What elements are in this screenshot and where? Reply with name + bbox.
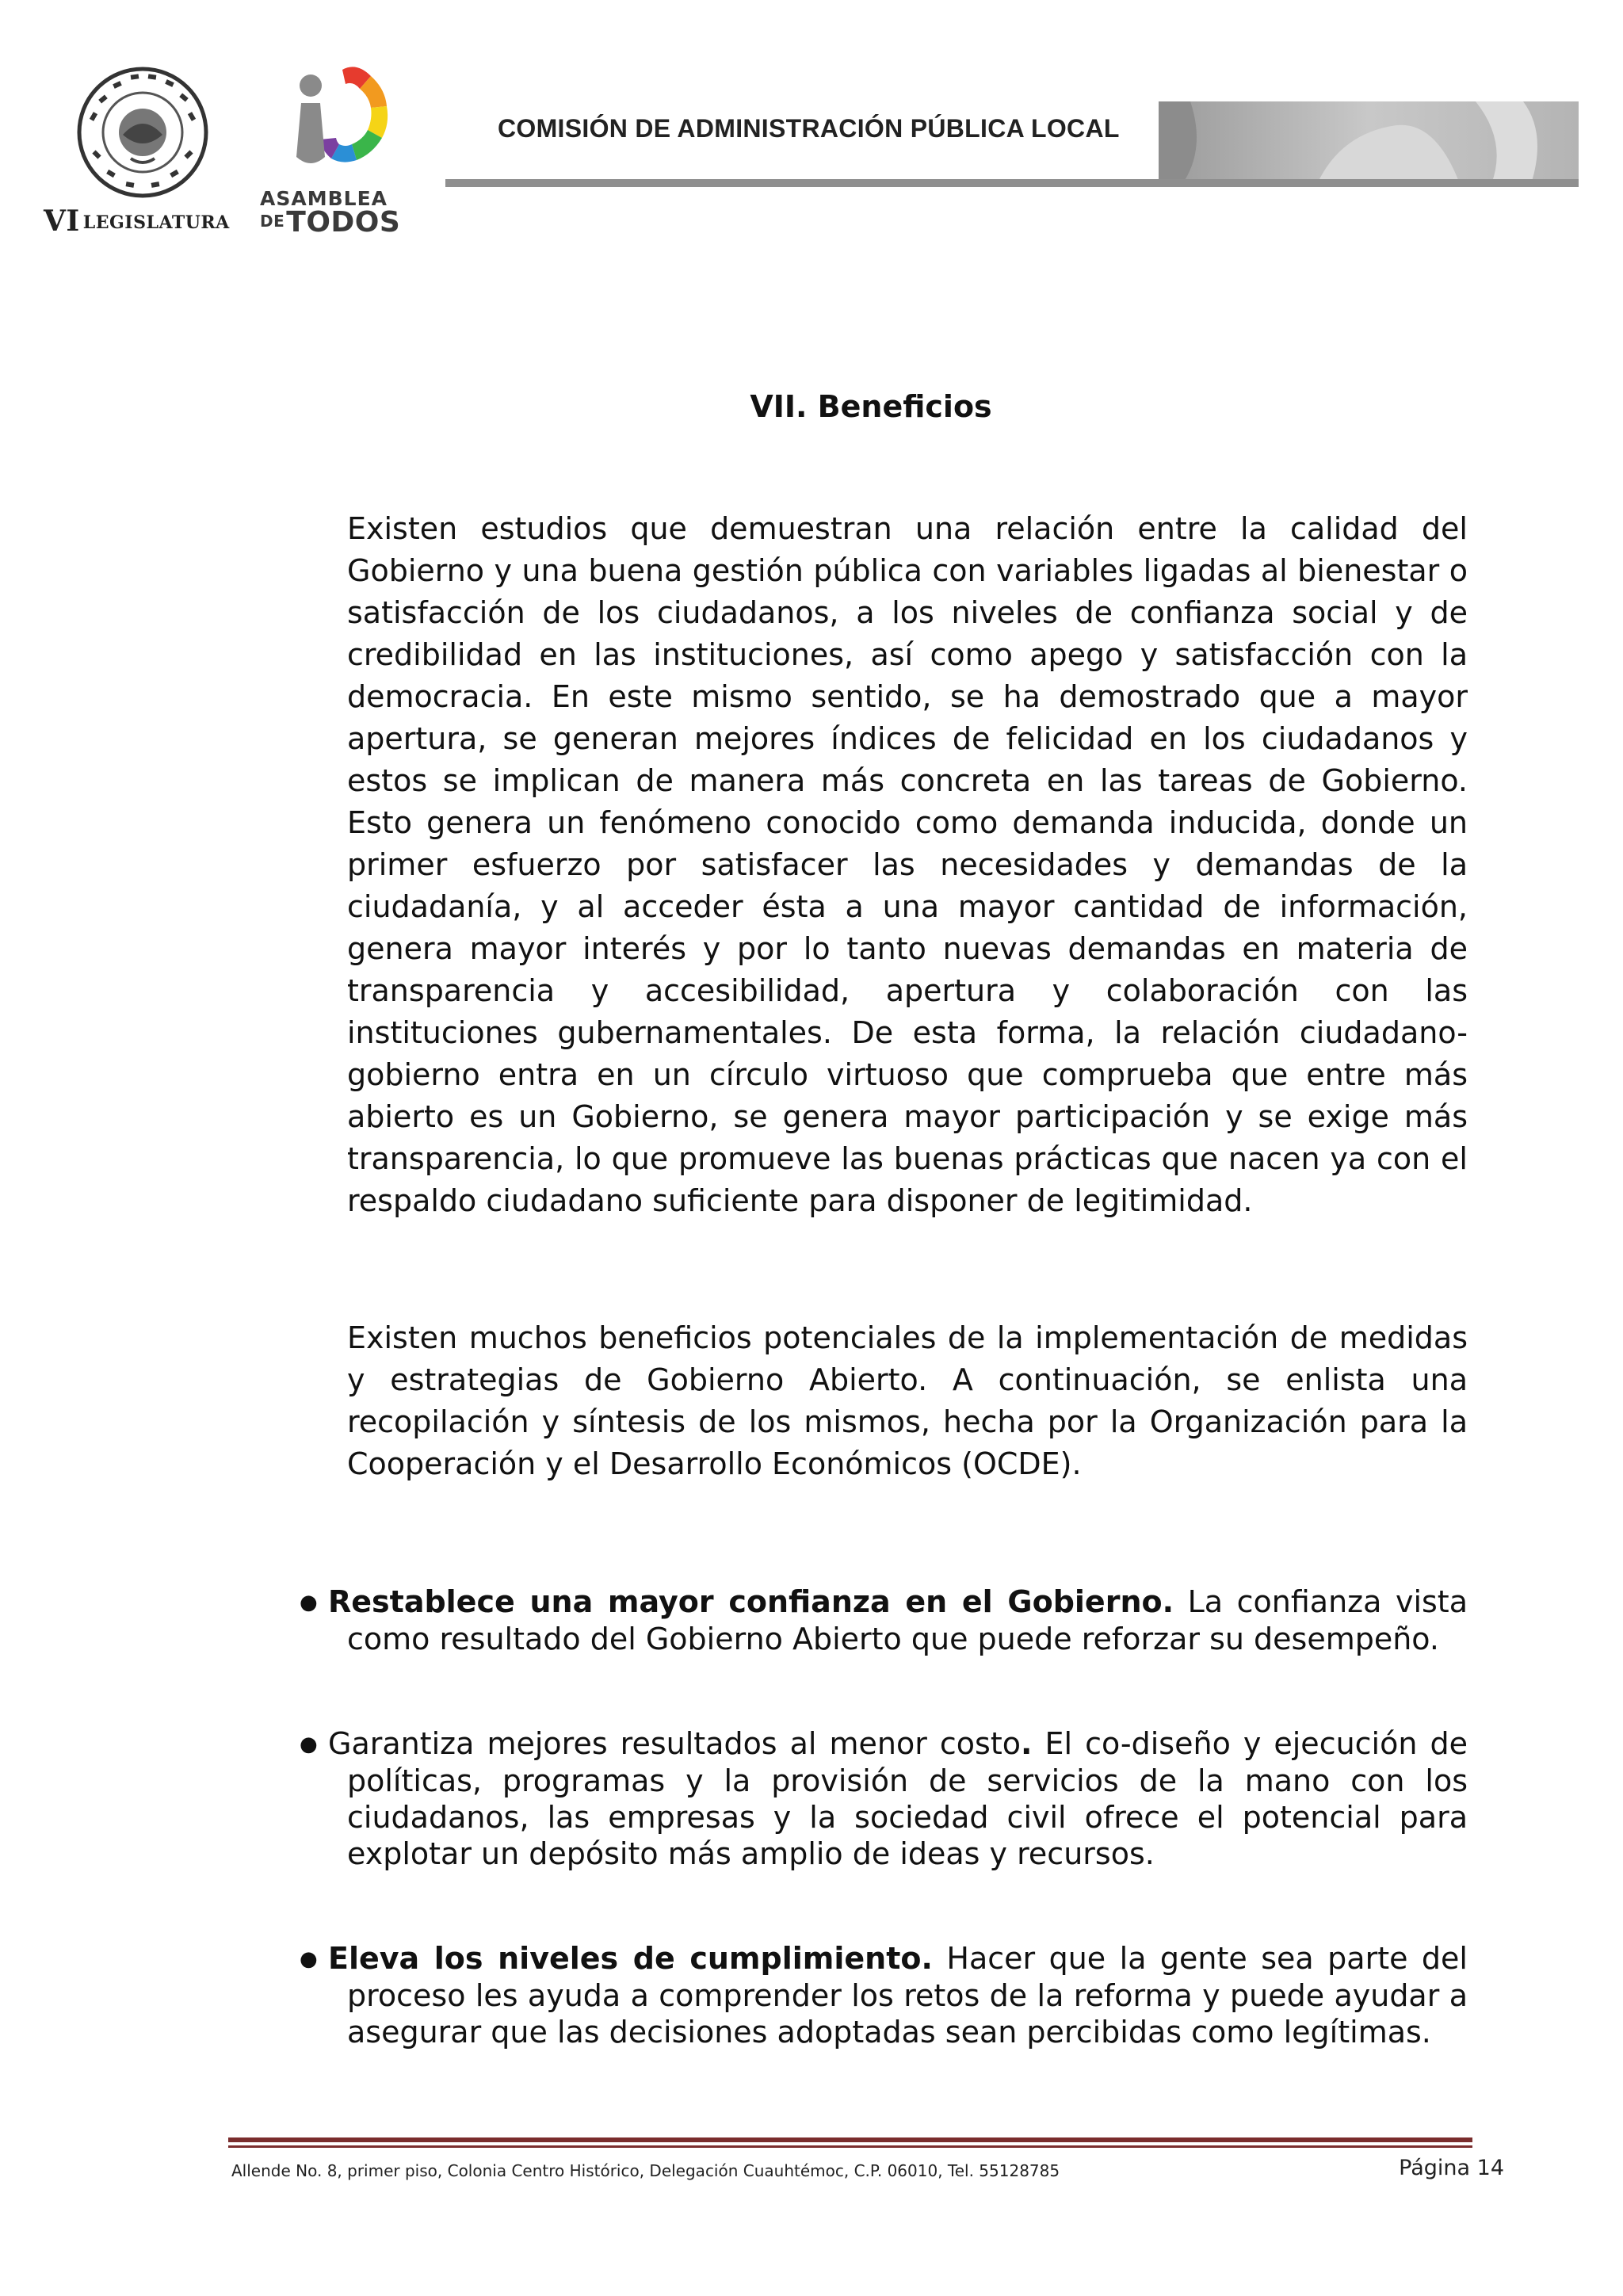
- body-paragraph: Existen estudios que demuestran una relación entre la calidad del Gobierno y una buena gestión pública con variables ligadas al bienestar o satisfacción de los ciudadanos, a los niveles de confianza social y de credibilidad en las instituciones, así como apego y satisfacción con la democracia. En este mismo sentido, se ha demostrado que a mayor apertura, se generan mejores índices de felicidad en los ciudadanos y estos se implican de manera más concreta en las tareas de Gobierno. Esto genera un fenómeno conocido como demanda inducida, donde un primer esfuerzo por satisfacer las necesidades y demandas de la ciudadanía, y al acceder ésta a una mayor cantidad de información, genera mayor interés y por lo tanto nuevas demandas en materia de transparencia y accesibilidad, apertura y colaboración con las instituciones gubernamentales. De esta forma, la relación ciudadano-gobierno entra en un círculo virtuoso que comprueba que entre más abierto es un Gobierno, se genera mayor participación y se exige más transparencia, lo que promueve las buenas prácticas que nacen ya con el respaldo ciudadano suficiente para disponer de legitimidad.: [347, 511, 1468, 1218]
- benefit-lead: Eleva los niveles de cumplimiento.: [328, 1941, 933, 1976]
- benefit-list-item: [300, 1940, 1468, 2050]
- bullet-marker: ●: [300, 1591, 318, 1614]
- legislature-numeral: VI: [44, 204, 80, 238]
- benefit-list-item: [300, 1725, 1468, 1872]
- benefit-lead: Garantiza mejores resultados al menor costo: [328, 1726, 1021, 1761]
- footer-address: Allende No. 8, primer piso, Colonia Centro Histórico, Delegación Cuauhtémoc, C.P. 06010, Tel. 55128785: [231, 2161, 1060, 2180]
- benefit-text: Hacer que la gente sea parte del proceso les ayuda a comprender los retos de la reforma y puede ayudar a asegurar que las decisiones adoptadas sean percibidas como legítimas.: [347, 1941, 1468, 2050]
- bullet-marker: ●: [300, 1947, 318, 1971]
- asamblea-de-todos-logo: [260, 62, 426, 239]
- benefit-list-item: [300, 1584, 1468, 1657]
- header-divider: [445, 179, 1579, 187]
- commission-title: COMISIÓN DE ADMINISTRACIÓN PÚBLICA LOCAL: [498, 114, 1120, 143]
- asamblea-wordmark-line2: [260, 206, 426, 239]
- legislature-word: LEGISLATURA: [82, 212, 230, 233]
- benefit-lead-period: .: [1021, 1726, 1033, 1761]
- footer-divider-thin: [228, 2145, 1472, 2148]
- asamblea-wordmark-line1: ASAMBLEA: [260, 187, 388, 210]
- assembly-seal-icon: [75, 65, 210, 200]
- assembly-logo: [44, 65, 234, 238]
- asamblea-wordmark-prefix: DE: [260, 212, 285, 231]
- bullet-marker: ●: [300, 1733, 318, 1756]
- body-paragraph: Existen muchos beneficios potenciales de la implementación de medidas y estrategias de Gobierno Abierto. A continuación, se enlista una recopilación y síntesis de los mismos, hecha por la Organización para la Cooperación y el Desarrollo Económicos (OCDE).: [347, 1320, 1468, 1481]
- benefit-text: La confianza vista como resultado del Gobierno Abierto que puede reforzar su desempeño.: [347, 1584, 1468, 1656]
- asamblea-wordmark-word: TODOS: [286, 206, 401, 239]
- page-number: Página 14: [1399, 2156, 1504, 2180]
- benefit-text: El co-diseño y ejecución de políticas, programas y la provisión de servicios de la mano con los ciudadanos, las empresas y la sociedad civil ofrece el potencial para explotar un depósito más amplio de ideas y recursos.: [347, 1726, 1468, 1871]
- footer-divider: [228, 2137, 1472, 2142]
- legislature-label: [44, 204, 234, 238]
- asamblea-mark-icon: [293, 62, 396, 181]
- section-title: VII. Beneficios: [750, 389, 992, 425]
- header-banner-graphic: [1159, 101, 1579, 184]
- benefit-lead: Restablece una mayor confianza en el Gobierno.: [328, 1584, 1174, 1619]
